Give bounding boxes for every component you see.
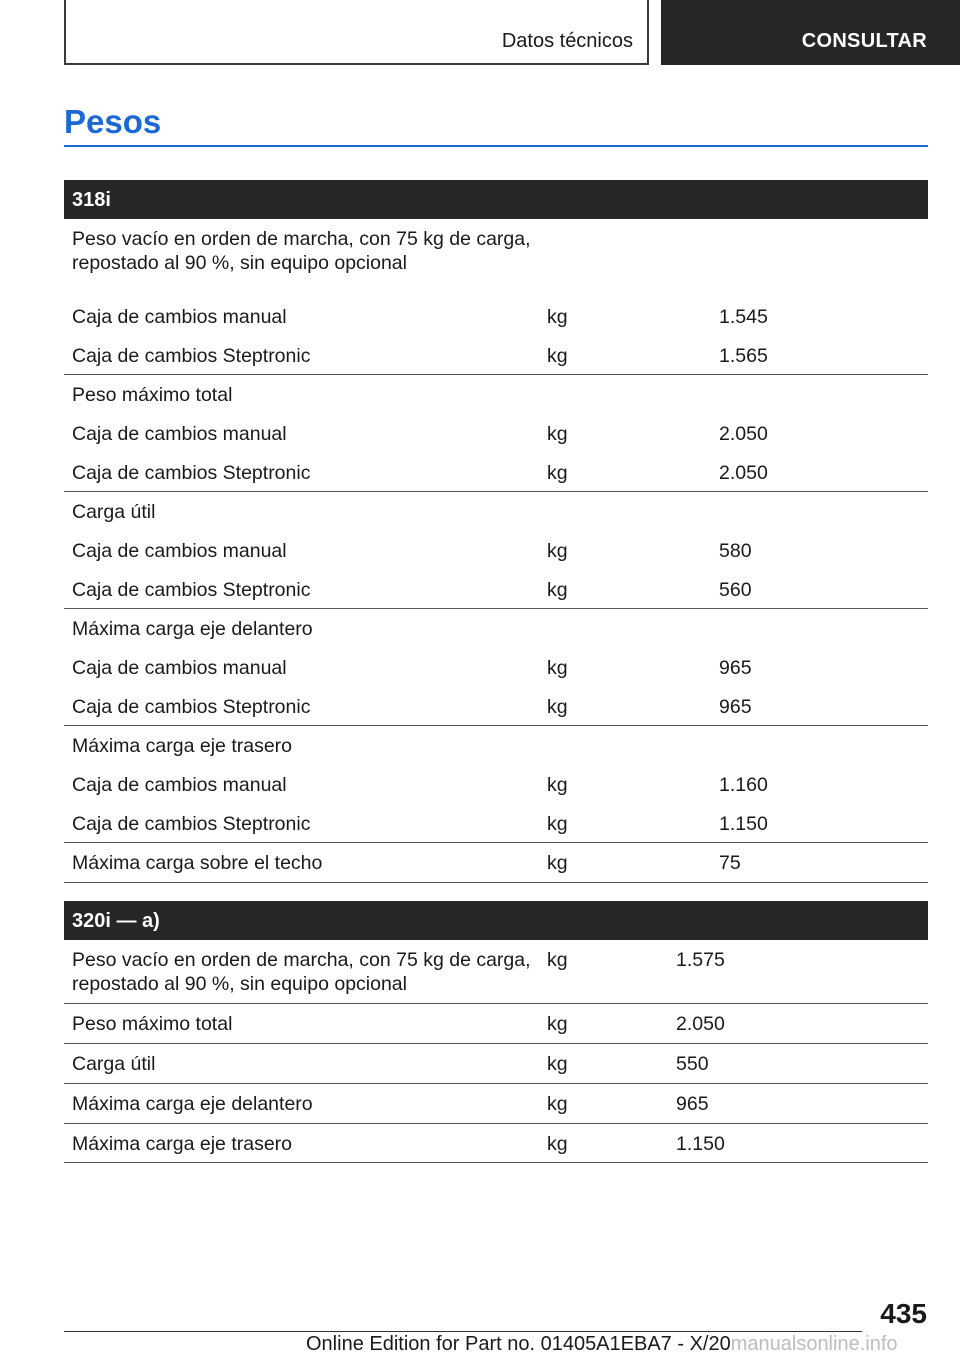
table-row xyxy=(64,1004,928,1044)
row-unit: kg xyxy=(547,696,568,718)
row-unit: kg xyxy=(547,345,568,367)
row-value: 1.545 xyxy=(719,306,768,328)
table-row xyxy=(64,570,928,609)
row-value: 965 xyxy=(676,1093,709,1115)
page-title: Pesos xyxy=(64,103,162,140)
row-unit: kg xyxy=(547,1093,568,1115)
row-value: 965 xyxy=(719,657,752,679)
row-value: 580 xyxy=(719,540,752,562)
row-unit: kg xyxy=(547,306,568,328)
row-unit: kg xyxy=(547,462,568,484)
row-unit: kg xyxy=(547,949,568,971)
row-value: 560 xyxy=(719,579,752,601)
table-row xyxy=(64,843,928,883)
row-unit: kg xyxy=(547,1133,568,1155)
table-row xyxy=(64,765,928,804)
table-row xyxy=(64,336,928,375)
row-value: 1.160 xyxy=(719,774,768,796)
row-value: 1.565 xyxy=(719,345,768,367)
row-label: Caja de cambios Steptronic xyxy=(72,696,311,718)
table-row xyxy=(64,1084,928,1124)
row-unit: kg xyxy=(547,1053,568,1075)
row-label: Peso vacío en orden de marcha, con 75 kg de carga, repostado al 90 %, sin equipo opcional xyxy=(72,228,531,274)
title-divider xyxy=(64,145,928,147)
table-row xyxy=(64,804,928,843)
table-row xyxy=(64,375,928,414)
table-row xyxy=(64,492,928,531)
footer-divider xyxy=(64,1331,862,1332)
watermark: manualsonline.info xyxy=(730,1333,898,1355)
footer-edition xyxy=(306,1333,898,1356)
consultar-label[interactable]: CONSULTAR xyxy=(801,30,927,52)
table-row xyxy=(64,219,928,297)
row-label: Peso máximo total xyxy=(72,384,233,406)
table-row xyxy=(64,531,928,570)
row-unit: kg xyxy=(547,540,568,562)
row-label: Caja de cambios Steptronic xyxy=(72,579,311,601)
row-label: Máxima carga sobre el techo xyxy=(72,852,323,874)
row-label: Peso vacío en orden de marcha, con 75 kg de carga, repostado al 90 %, sin equipo opcional xyxy=(72,949,531,995)
row-value: 1.575 xyxy=(676,949,725,971)
row-unit: kg xyxy=(547,579,568,601)
table-title: 318i xyxy=(64,180,928,219)
table-row xyxy=(64,687,928,726)
row-value: 965 xyxy=(719,696,752,718)
table-row xyxy=(64,1124,928,1163)
row-value: 2.050 xyxy=(719,462,768,484)
table-row xyxy=(64,453,928,492)
row-label: Máxima carga eje delantero xyxy=(72,618,313,640)
row-label: Caja de cambios Steptronic xyxy=(72,345,311,367)
row-unit: kg xyxy=(547,774,568,796)
row-label: Carga útil xyxy=(72,501,156,523)
row-label: Caja de cambios Steptronic xyxy=(72,813,311,835)
row-label: Caja de cambios manual xyxy=(72,306,287,328)
row-value: 550 xyxy=(676,1053,709,1075)
row-value: 1.150 xyxy=(719,813,768,835)
row-label: Máxima carga eje trasero xyxy=(72,1133,293,1155)
row-value: 2.050 xyxy=(719,423,768,445)
row-label: Peso máximo total xyxy=(72,1013,233,1035)
row-value: 2.050 xyxy=(676,1013,725,1035)
row-label: Caja de cambios manual xyxy=(72,657,287,679)
row-label: Caja de cambios manual xyxy=(72,540,287,562)
page-number: 435 xyxy=(880,1298,927,1329)
row-label: Caja de cambios manual xyxy=(72,423,287,445)
row-label: Máxima carga eje delantero xyxy=(72,1093,313,1115)
table-row xyxy=(64,609,928,648)
row-label: Carga útil xyxy=(72,1053,156,1075)
table-row xyxy=(64,940,928,1004)
table-row xyxy=(64,297,928,336)
weights-table-318i xyxy=(64,180,928,883)
row-unit: kg xyxy=(547,423,568,445)
table-title: 320i — a) xyxy=(64,901,928,940)
row-unit: kg xyxy=(547,852,568,874)
row-unit: kg xyxy=(547,1013,568,1035)
table-row xyxy=(64,726,928,765)
edition-text: Online Edition for Part no. 01405A1EBA7 - X/20 xyxy=(306,1333,731,1355)
row-label: Caja de cambios Steptronic xyxy=(72,462,311,484)
header-section-tab xyxy=(64,0,649,65)
row-label: Caja de cambios manual xyxy=(72,774,287,796)
table-row xyxy=(64,648,928,687)
row-unit: kg xyxy=(547,657,568,679)
row-label: Máxima carga eje trasero xyxy=(72,735,293,757)
row-value: 75 xyxy=(719,852,741,874)
table-row xyxy=(64,1044,928,1084)
row-unit: kg xyxy=(547,813,568,835)
table-row xyxy=(64,414,928,453)
weights-table-320i xyxy=(64,901,928,1163)
row-value: 1.150 xyxy=(676,1133,725,1155)
consultar-tab[interactable] xyxy=(661,0,960,65)
section-label: Datos técnicos xyxy=(501,30,633,52)
